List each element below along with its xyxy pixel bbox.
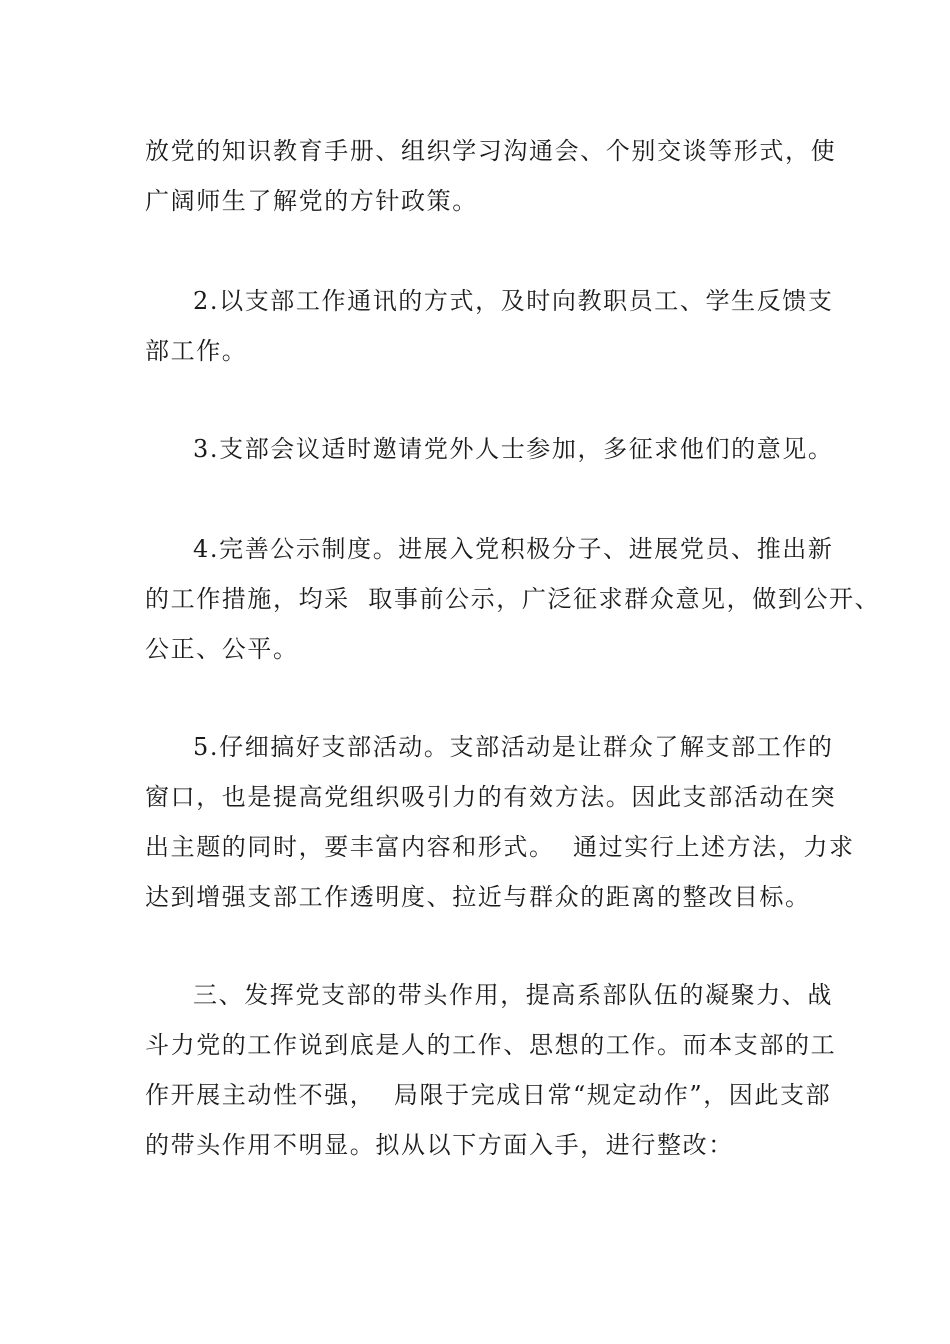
text-line: 作开展主动性不强， 局限于完成日常“规定动作”，因此支部 bbox=[145, 1081, 832, 1109]
text-line: 4.完善公示制度。进展入党积极分子、进展党员、推出新 bbox=[193, 535, 834, 563]
text-line: 窗口，也是提高党组织吸引力的有效方法。因此支部活动在突 bbox=[145, 783, 837, 811]
text-line: 3.支部会议适时邀请党外人士参加，多征求他们的意见。 bbox=[193, 435, 834, 463]
text-line: 放党的知识教育手册、组织学习沟通会、个别交谈等形式，使 bbox=[145, 137, 837, 165]
text-line: 达到增强支部工作透明度、拉近与群众的距离的整改目标。 bbox=[145, 883, 811, 911]
text-line: 出主题的同时，要丰富内容和形式。 通过实行上述方法，力求 bbox=[145, 833, 855, 861]
text-line: 斗力党的工作说到底是人的工作、思想的工作。而本支部的工 bbox=[145, 1031, 837, 1059]
text-line: 5.仔细搞好支部活动。支部活动是让群众了解支部工作的 bbox=[193, 733, 834, 761]
text-line: 的工作措施，均采 取事前公示，广泛征求群众意见，做到公开、 bbox=[145, 585, 881, 613]
text-line: 公正、公平。 bbox=[145, 635, 299, 663]
text-line: 广阔师生了解党的方针政策。 bbox=[145, 187, 478, 215]
text-line: 的带头作用不明显。拟从以下方面入手，进行整改： bbox=[145, 1131, 734, 1159]
text-line: 三、发挥党支部的带头作用，提高系部队伍的凝聚力、战 bbox=[193, 981, 833, 1009]
text-line: 部工作。 bbox=[145, 337, 248, 365]
text-line: 2.以支部工作通讯的方式，及时向教职员工、学生反馈支 bbox=[193, 287, 834, 315]
